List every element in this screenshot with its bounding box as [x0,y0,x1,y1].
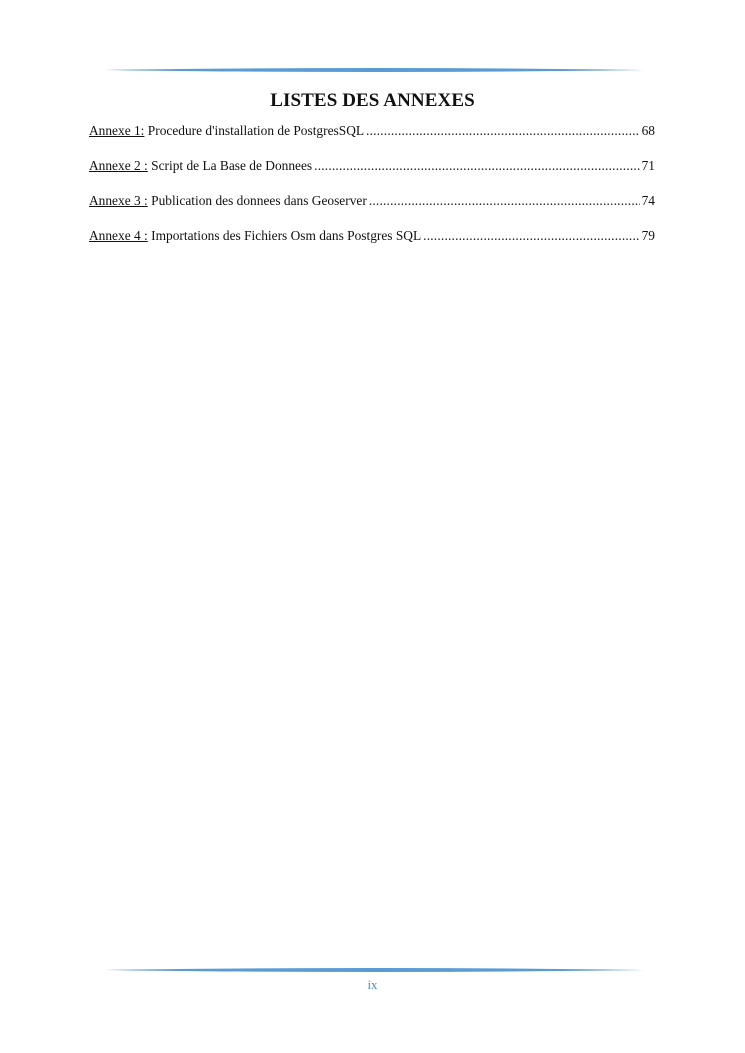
dot-leader [366,122,640,140]
annex-entry-2[interactable] [89,157,655,192]
annex-page-number: 71 [641,158,655,173]
annex-title: Procedure d'installation de PostgresSQL [147,123,365,138]
annex-title: Publication des donnees dans Geoserver [151,193,367,208]
footer-rule [104,967,644,973]
annex-page-number: 79 [641,228,655,243]
footer-page-number: ix [367,977,378,992]
annex-entry-1[interactable] [89,122,655,157]
dot-leader [314,157,639,175]
annex-page-number: 68 [641,123,655,138]
annex-label: Annexe 3 : [89,193,148,208]
page-title: LISTES DES ANNEXES [270,90,475,111]
annex-entry-4[interactable] [89,227,655,262]
annex-label: Annexe 1: [89,123,145,138]
annex-label: Annexe 4 : [89,228,148,243]
annex-entry-3[interactable] [89,192,655,227]
dot-leader [423,227,639,245]
header-rule [104,67,644,73]
annex-title: Importations des Fichiers Osm dans Postgres SQL [151,228,422,243]
annex-page-number: 74 [641,193,655,208]
annex-list [89,122,655,262]
dot-leader [369,192,640,210]
annex-title: Script de La Base de Donnees [151,158,313,173]
annex-label: Annexe 2 : [89,158,148,173]
